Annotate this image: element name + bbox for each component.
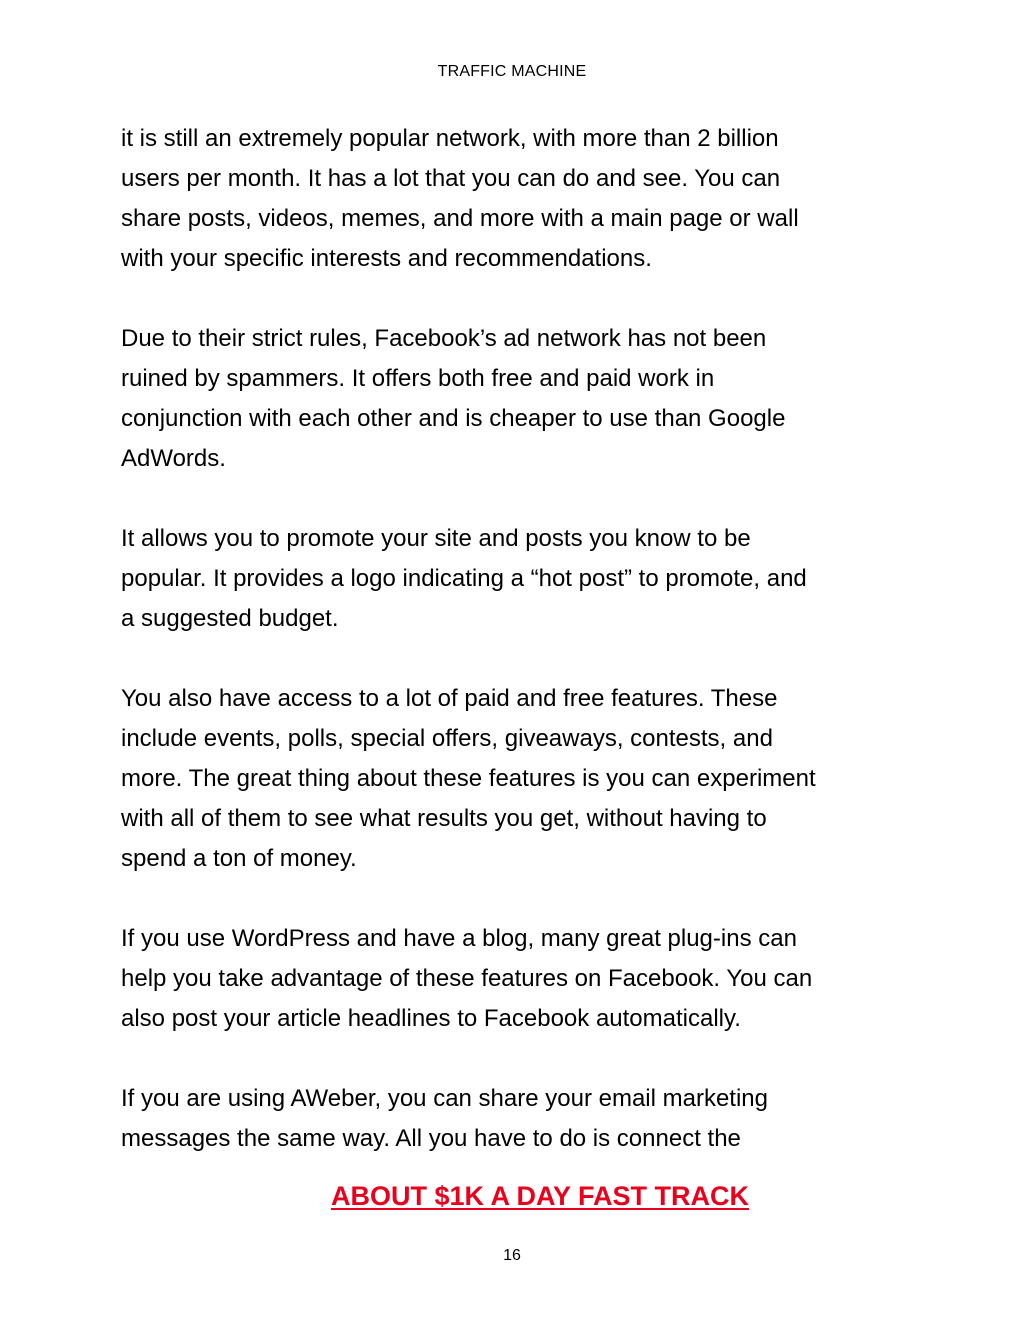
text-line: If you are using AWeber, you can share your email marketing xyxy=(121,1085,769,1112)
text-line: more. The great thing about these features is you can experiment xyxy=(121,765,816,792)
paragraph-5 xyxy=(121,919,911,1039)
paragraph-3 xyxy=(121,519,911,639)
text-line: a suggested budget. xyxy=(121,605,339,632)
text-line: conjunction with each other and is cheaper to use than Google xyxy=(121,405,786,432)
fast-track-link[interactable]: ABOUT $1K A DAY FAST TRACK xyxy=(330,1181,750,1211)
text-line: include events, polls, special offers, giveaways, contests, and xyxy=(121,725,773,752)
text-line: messages the same way. All you have to do is connect the xyxy=(121,1125,741,1152)
text-line: popular. It provides a logo indicating a “hot post” to promote, and xyxy=(121,565,807,592)
paragraph-4 xyxy=(121,679,911,879)
text-line: If you use WordPress and have a blog, many great plug-ins can xyxy=(121,925,797,952)
page-number: 16 xyxy=(503,1247,521,1264)
text-line: it is still an extremely popular network, with more than 2 billion xyxy=(121,125,779,152)
text-line: also post your article headlines to Facebook automatically. xyxy=(121,1005,741,1032)
text-line: It allows you to promote your site and posts you know to be xyxy=(121,525,751,552)
text-line: AdWords. xyxy=(121,445,226,472)
text-line: ruined by spammers. It offers both free and paid work in xyxy=(121,365,715,392)
text-line: spend a ton of money. xyxy=(121,845,357,872)
text-line: Due to their strict rules, Facebook’s ad network has not been xyxy=(121,325,767,352)
paragraph-1 xyxy=(121,119,911,279)
text-line: with your specific interests and recommendations. xyxy=(121,245,652,272)
text-line: help you take advantage of these features on Facebook. You can xyxy=(121,965,813,992)
footer-link-container xyxy=(0,1176,1024,1216)
body-text xyxy=(121,119,911,1159)
paragraph-2 xyxy=(121,319,911,479)
text-line: with all of them to see what results you get, without having to xyxy=(121,805,767,832)
text-line: share posts, videos, memes, and more with a main page or wall xyxy=(121,205,799,232)
paragraph-6 xyxy=(121,1079,911,1159)
page-header: TRAFFIC MACHINE xyxy=(437,63,587,80)
text-line: You also have access to a lot of paid and free features. These xyxy=(121,685,778,712)
text-line: users per month. It has a lot that you can do and see. You can xyxy=(121,165,781,192)
